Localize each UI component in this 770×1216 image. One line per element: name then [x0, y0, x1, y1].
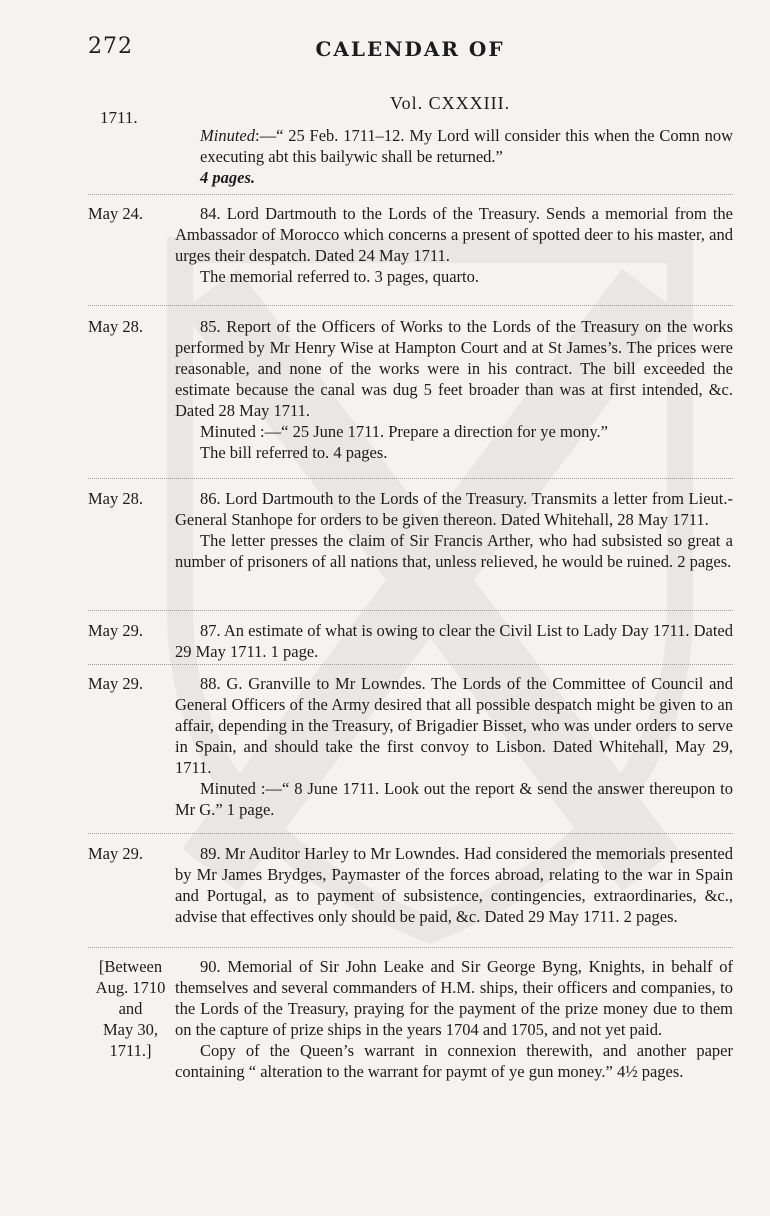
entry-date: May 24.: [88, 204, 143, 223]
date-line: 1711.]: [109, 1041, 152, 1060]
entry-paragraph: 85. Report of the Officers of Works to the Lords of the Treasury on the works performed by Mr Henry Wise at Hampton Court and at St James’s. The prices were reasonable, and none of the works were in his contract. The bill exceeded the estimate because the canal was dug 5 feet broader than was at first intended, &c. Dated 28 May 1711.: [175, 317, 733, 420]
running-title: CALENDAR OF: [315, 37, 505, 61]
entry-divider: [88, 947, 733, 948]
entry-paragraph: Minuted :—“ 25 June 1711. Prepare a direction for ye mony.”: [200, 422, 608, 441]
entry-divider: [88, 664, 733, 665]
entry-date: May 28.: [88, 317, 143, 336]
entry-paragraph: The memorial referred to. 3 pages, quarto.: [200, 267, 480, 286]
carryover-minute: Minuted:—“ 25 Feb. 1711–12. My Lord will consider this when the Comn now executing abt this bailywic shall be returned.”: [200, 126, 733, 166]
carryover-pages: 4 pages.: [200, 168, 255, 187]
entry-paragraph: The bill referred to. 4 pages.: [200, 443, 388, 462]
entry-paragraph: The letter presses the claim of Sir Francis Arther, who had subsisted so great a number of prisoners of all nations that, unless relieved, he would be ruined. 2 pages.: [175, 531, 733, 571]
entry-divider: [88, 833, 733, 834]
entry-paragraph: 87. An estimate of what is owing to clear the Civil List to Lady Day 1711. Dated 29 May 1711. 1 page.: [175, 621, 733, 661]
entry-paragraph: Copy of the Queen’s warrant in connexion therewith, and another paper containing “ alteration to the warrant for paymt of ye gun money.” 4½ pages.: [175, 1041, 733, 1081]
entry-paragraph: 84. Lord Dartmouth to the Lords of the Treasury. Sends a memorial from the Ambassador of Morocco which concerns a present of spotted deer to his master, and urges their despatch. Dated 24 May 1711.: [175, 204, 733, 265]
entry-divider: [88, 478, 733, 479]
entry-divider: [88, 305, 733, 306]
entry-date: May 29.: [88, 621, 143, 640]
date-line: and: [118, 999, 143, 1018]
entry-paragraph: 89. Mr Auditor Harley to Mr Lowndes. Had considered the memorials presented by Mr James Brydges, Paymaster of the forces abroad, relating to the war in Spain and Portugal, as to payment of subsistence, contingencies, extraordinaries, &c., advise that effectives only should be paid, &c. Dated 29 May 1711. 2 pages.: [175, 844, 733, 926]
year-label: 1711.: [100, 108, 138, 127]
volume-heading: Vol. CXXXIII.: [390, 93, 511, 113]
entry-divider: [88, 610, 733, 611]
entry-date: May 29.: [88, 844, 143, 863]
entry-paragraph: 86. Lord Dartmouth to the Lords of the Treasury. Transmits a letter from Lieut.-General Stanhope for orders to be given thereon. Dated Whitehall, 28 May 1711.: [175, 489, 733, 529]
entry-paragraph: 90. Memorial of Sir John Leake and Sir George Byng, Knights, in behalf of themselves and several commanders of H.M. ships, their officers and companies, to the Lords of the Treasury, praying for the payment of the prize money due to them on the capture of prize ships in the years 1704 and 1705, and not yet paid.: [175, 957, 733, 1039]
date-line: May 30,: [103, 1020, 158, 1039]
entry-date-range: [88, 956, 173, 1061]
page-number: 272: [88, 34, 133, 59]
entry-date: May 29.: [88, 674, 143, 693]
entry-divider: [88, 194, 733, 195]
date-line: [Between: [98, 957, 163, 976]
entry-date: May 28.: [88, 489, 143, 508]
minuted-label: Minuted: [200, 126, 255, 145]
page-header: [88, 34, 732, 66]
date-line: Aug. 1710: [95, 978, 166, 997]
entry-paragraph: 88. G. Granville to Mr Lowndes. The Lords of the Committee of Council and General Officers of the Army desired that all possible despatch might be given to an affair, depending in the Treasury, of Brigadier Bisset, who was under orders to serve in Spain, and should take the first convoy to Lisbon. Dated Whitehall, May 29, 1711.: [175, 674, 733, 777]
entry-paragraph: Minuted :—“ 8 June 1711. Look out the report & send the answer thereupon to Mr G.” 1 page.: [175, 779, 733, 819]
